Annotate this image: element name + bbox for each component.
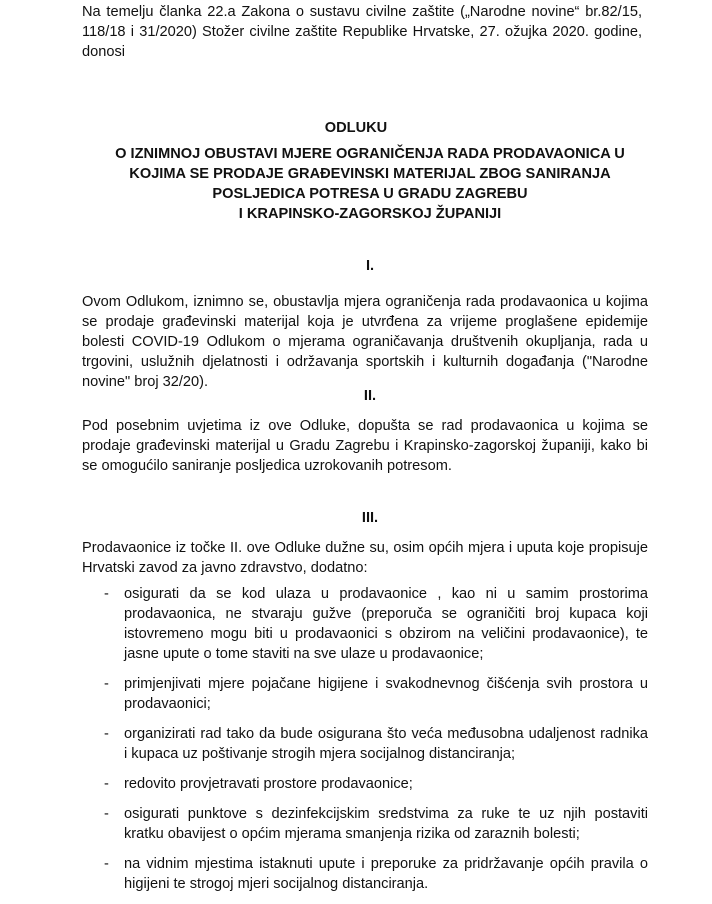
list-item-line: osigurati punktove s dezinfekcijskim sredstvima za ruke te uz njih postaviti <box>124 806 648 822</box>
decision-title: ODLUKU <box>324 120 388 136</box>
list-item-line: jasne upute o tome staviti na sve ulaze u prodavaonice; <box>124 646 484 662</box>
bullet-dash: - <box>104 856 109 872</box>
preamble-line: 118/18 i 31/2020) Stožer civilne zaštite Republike Hrvatske, 27. ožujka 2020. godine, <box>82 24 642 40</box>
bullet-dash: - <box>104 726 109 742</box>
bullet-dash: - <box>104 676 109 692</box>
paragraph-line: trgovini, uslužnih djelatnosti i održavanja sportskih i kulturnih događanja ("Narodne <box>82 354 648 370</box>
section-3-paragraph <box>82 538 648 578</box>
measures-list <box>82 584 648 904</box>
list-item-line: istovremeno mogu biti u prodavaonici s obzirom na veličini prodavaonice), te <box>124 626 648 642</box>
list-item-line: osigurati da se kod ulaza u prodavaonice , kao ni u samim prostorima <box>124 586 648 602</box>
section-numeral-2: II. <box>363 388 377 404</box>
list-item <box>82 804 648 844</box>
paragraph-line: novine" broj 32/20). <box>82 374 209 390</box>
list-item-line: organizirati rad tako da bude osigurana što veća međusobna udaljenost radnika <box>124 726 648 742</box>
list-item-line: prodavaonica, ne stvaraju gužve (preporuča se ograničiti broj kupaca koji <box>124 606 648 622</box>
section-1-paragraph <box>82 292 648 392</box>
paragraph-line: se omogućilo saniranje posljedica uzrokovanih potresom. <box>82 458 452 474</box>
section-numeral-3: III. <box>361 510 379 526</box>
list-item <box>82 674 648 714</box>
list-item-line: i kupaca uz poštivanje strogih mjera socijalnog distanciranja; <box>124 746 515 762</box>
bullet-dash: - <box>104 586 109 602</box>
list-item <box>82 774 648 794</box>
paragraph-line: Hrvatski zavod za javno zdravstvo, dodatno: <box>82 560 368 576</box>
list-item <box>82 854 648 894</box>
paragraph-line: prodaje građevinski materijal u Gradu Zagrebu i Krapinsko-zagorskoj županiji, kako bi <box>82 438 648 454</box>
list-item-line: prodavaonici; <box>124 696 211 712</box>
paragraph-line: se prodaje građevinski materijal koja je utvrđena za vrijeme proglašene epidemije <box>82 314 648 330</box>
list-item-line: redovito provjetravati prostore prodavaonice; <box>124 776 413 792</box>
list-item-line: na vidnim mjestima istaknuti upute i preporuke za pridržavanje općih pravila o <box>124 856 648 872</box>
subtitle-line: POSLJEDICA POTRESA U GRADU ZAGREBU <box>212 186 528 202</box>
bullet-dash: - <box>104 776 109 792</box>
bullet-dash: - <box>104 806 109 822</box>
preamble <box>82 2 642 62</box>
paragraph-line: Ovom Odlukom, iznimno se, obustavlja mjera ograničenja rada prodavaonica u kojima <box>82 294 648 310</box>
list-item-line: kratku obavijest o općim mjerama smanjenja rizika od zaraznih bolesti; <box>124 826 580 842</box>
section-2-paragraph <box>82 416 648 476</box>
list-item <box>82 584 648 664</box>
subtitle-line: KOJIMA SE PRODAJE GRAĐEVINSKI MATERIJAL ZBOG SANIRANJA <box>129 166 611 182</box>
preamble-line: donosi <box>82 44 126 60</box>
preamble-line: Na temelju članka 22.a Zakona o sustavu civilne zaštite („Narodne novine“ br.82/15, <box>82 4 642 20</box>
paragraph-line: bolesti COVID-19 Odlukom o mjerama ograničavanja društvenih okupljanja, rada u <box>82 334 648 350</box>
list-item-line: higijeni te strogoj mjeri socijalnog distanciranja. <box>124 876 429 892</box>
list-item-line: primjenjivati mjere pojačane higijene i svakodnevnog čišćenja svih prostora u <box>124 676 648 692</box>
list-item <box>82 724 648 764</box>
subtitle-line: O IZNIMNOJ OBUSTAVI MJERE OGRANIČENJA RADA PRODAVAONICA U <box>115 146 625 162</box>
paragraph-line: Pod posebnim uvjetima iz ove Odluke, dopušta se rad prodavaonica u kojima se <box>82 418 648 434</box>
paragraph-line: Prodavaonice iz točke II. ove Odluke dužne su, osim općih mjera i uputa koje propisuje <box>82 540 648 556</box>
decision-subtitle <box>82 144 658 224</box>
subtitle-line: I KRAPINSKO-ZAGORSKOJ ŽUPANIJI <box>238 206 502 222</box>
section-numeral-1: I. <box>365 258 375 274</box>
